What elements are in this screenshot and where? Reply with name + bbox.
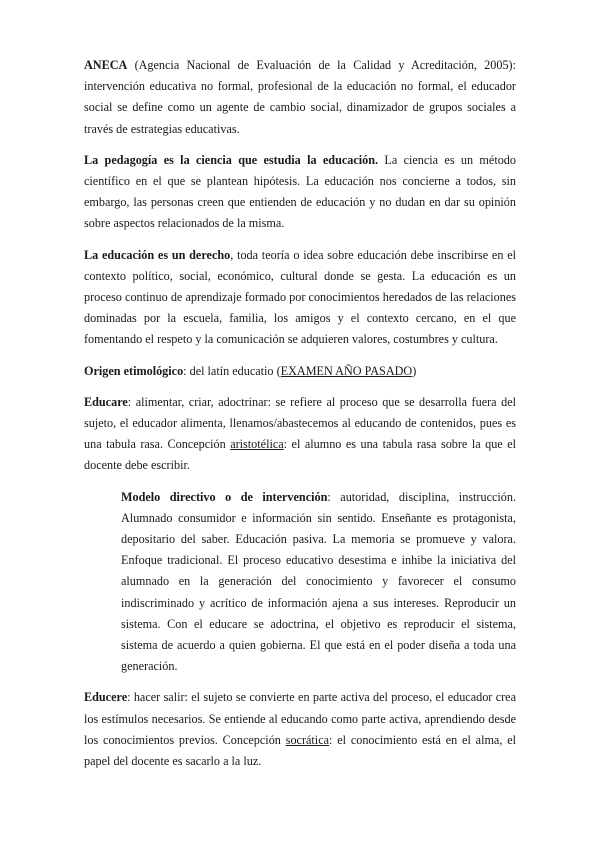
paragraph-modelo-directivo [121,487,516,678]
aristotelica-underlined: aristotélica [230,437,284,452]
paragraph-pedagogia [84,150,516,235]
term-origen-etimologico: Origen etimológico [84,363,184,378]
paragraph-educare [84,392,516,477]
educere-text-before: : hacer salir: el sujeto se convierte en parte activa del proceso, el educador crea los estímulos necesarios. Se entiende al educando como parte activa, aprendiendo desde los conocimientos previos. Concepción [84,690,516,747]
term-educere: Educere [84,690,128,705]
exam-note-underlined: EXAMEN AÑO PASADO [280,363,413,378]
term-modelo-directivo: Modelo directivo o de intervención [121,489,328,504]
origen-text-before: : del latín educatio ( [183,363,281,378]
derecho-text: , toda teoría o idea sobre educación debe inscribirse en el contexto político, social, económico, cultural donde se gesta. La educación es un proceso continuo de aprendizaje formado por conocimientos heredados de las relaciones dominadas por la escuela, familia, los amigos y el contexto cercano, en el que fomentando el respeto y la comunicación se adquieren valores, costumbres y cultura. [84,247,516,347]
term-aneca: ANECA [84,58,128,72]
heading-pedagogia: La pedagogía es la ciencia que estudia la educación. [84,152,379,167]
modelo-directivo-text: : autoridad, disciplina, instrucción. Alumnado consumidor e información sin sentido. Enseñante es protagonista, depositario del saber. Educación pasiva. La memoria se promueve y valora. Enfoque tradicional. El proceso educativo desestima e inhibe la iniciativa del alumnado en la generación del conocimiento y favorecer el consumo indiscriminado y acrítico de información ajena a sus intereses. Reproducir un sistema. Con el educare se adoctrina, el objetivo es reproducir el sistema, sistema de acuerdo a quien gobierna. El que está en el poder diseña a toda una generación. [121,489,517,674]
educere-text-after: : el conocimiento está en el alma, el papel del docente es sacarlo a la luz. [84,732,516,769]
educare-text-before: : alimentar, criar, adoctrinar: se refiere al proceso que se desarrolla fuera del sujeto, el educador alimenta, llenamos/abastecemos al educando de contenidos, pues es una tabula rasa. Concepción [84,394,516,452]
educare-text-after: : el alumno es una tabula rasa sobre la que el docente debe escribir. [84,437,516,473]
aneca-definition: (Agencia Nacional de Evaluación de la Calidad y Acreditación, 2005): intervención educativa no formal, profesional de la educación no formal, el educador social se define como un agente de cambio social, dinamizador de grupos sociales a través de estrategias educativas. [84,58,516,136]
origen-text-after: ) [412,363,417,378]
paragraph-aneca [84,55,516,140]
term-educare: Educare [84,394,128,409]
paragraph-educere [84,687,516,772]
paragraph-origen [84,361,516,382]
heading-derecho: La educación es un derecho [84,247,231,262]
socratica-underlined: socrática [285,732,330,747]
pedagogia-text: La ciencia es un método científico en el que se plantean hipótesis. La educación nos concierne a todos, sin embargo, las personas creen que entienden de educación y no dudan en dar su opinión sobre aspectos relacionados de la misma. [84,152,516,231]
paragraph-derecho [84,245,516,351]
document-page [84,55,516,782]
